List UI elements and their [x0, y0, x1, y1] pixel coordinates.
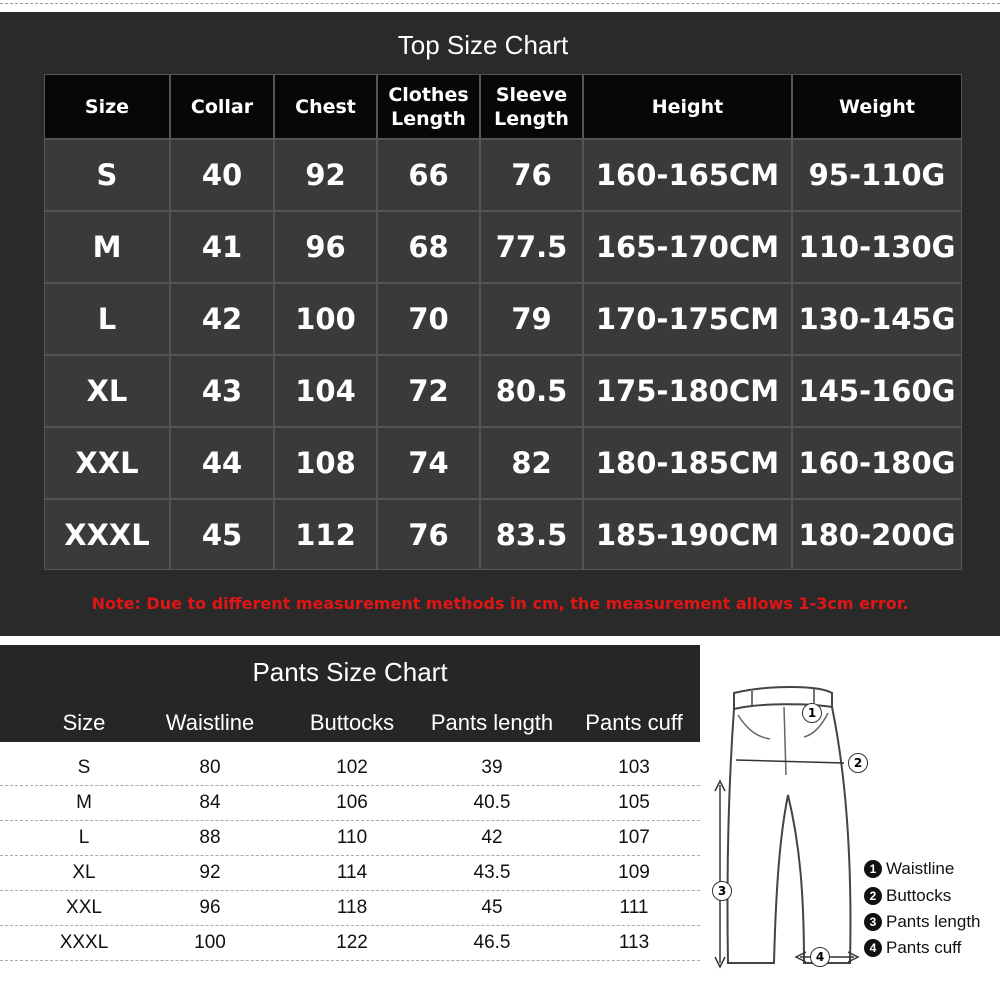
top-table-header-cell: Height: [584, 75, 791, 138]
pants-table-cell: 45: [481, 897, 503, 918]
pants-table-cell: S: [77, 757, 91, 778]
legend-number-icon: 1: [864, 860, 882, 878]
pants-table-cell: L: [78, 827, 90, 848]
top-table-cell: 185-190CM: [584, 500, 791, 569]
pants-table-row: [0, 785, 700, 821]
pants-table-cell: 102: [336, 757, 368, 778]
top-table-cell: 79: [481, 284, 582, 354]
pants-table-cell: 96: [199, 897, 221, 918]
top-table-cell: XXL: [45, 428, 169, 498]
pants-table-cell: XXL: [66, 897, 102, 918]
top-table-cell: 130-145G: [793, 284, 961, 354]
legend-pants-cuff: [864, 938, 961, 958]
top-table-cell: XXXL: [45, 500, 169, 569]
pants-table-cell: 113: [618, 932, 650, 953]
pants-header-cell: Pants cuff: [585, 710, 683, 735]
legend-label: Waistline: [886, 859, 955, 878]
pants-chart-title: Pants Size Chart: [252, 657, 448, 687]
top-table-cell: 44: [171, 428, 273, 498]
pants-table-cell: 46.5: [473, 932, 511, 953]
top-table-cell: 72: [378, 356, 479, 426]
pants-table-cell: XL: [72, 862, 96, 883]
measurement-note: Note: Due to different measurement methods in cm, the measurement allows 1-3cm error.: [91, 594, 909, 613]
top-table-cell: 100: [275, 284, 376, 354]
marker-1-icon: 1: [802, 703, 822, 723]
pants-header-cell: Buttocks: [309, 710, 395, 735]
top-table-cell: 104: [275, 356, 376, 426]
top-table-cell: 76: [378, 500, 479, 569]
top-table-cell: 70: [378, 284, 479, 354]
pants-table-row: [0, 890, 700, 926]
legend-number-icon: 3: [864, 913, 882, 931]
top-table-cell: 180-200G: [793, 500, 961, 569]
top-table-cell: 74: [378, 428, 479, 498]
pants-table-row: [0, 855, 700, 891]
pants-header-cell: Waistline: [165, 710, 255, 735]
top-table-header-cell: Collar: [171, 75, 273, 138]
pants-table-row: [0, 750, 700, 786]
top-table-header-cell: Weight: [793, 75, 961, 138]
legend-pants-length: [864, 912, 981, 932]
pants-table-row: [0, 820, 700, 856]
top-table-header-cell: Sleeve Length: [481, 75, 582, 138]
marker-4-icon: 4: [810, 947, 830, 967]
top-table-cell: 175-180CM: [584, 356, 791, 426]
top-table-cell: 165-170CM: [584, 212, 791, 282]
top-table-cell: XL: [45, 356, 169, 426]
top-table-cell: 92: [275, 140, 376, 210]
top-table-cell: 83.5: [481, 500, 582, 569]
pants-table-cell: 39: [481, 757, 503, 778]
pants-table-cell: 80: [199, 757, 221, 778]
top-table-cell: 41: [171, 212, 273, 282]
top-table-cell: 45: [171, 500, 273, 569]
top-table-cell: 95-110G: [793, 140, 961, 210]
pants-table-cell: 43.5: [473, 862, 511, 883]
pants-header-cell: Pants length: [430, 710, 554, 735]
pants-table-cell: XXXL: [59, 932, 109, 953]
top-table-cell: M: [45, 212, 169, 282]
marker-3-icon: 3: [712, 881, 732, 901]
pants-table-cell: 92: [199, 862, 221, 883]
pants-table-cell: 107: [618, 827, 650, 848]
legend-buttocks: [864, 886, 951, 906]
top-table-cell: 160-180G: [793, 428, 961, 498]
legend-waistline: [864, 859, 954, 879]
pants-table-cell: 40.5: [473, 792, 511, 813]
pants-table-cell: 42: [481, 827, 503, 848]
top-chart-title: Top Size Chart: [397, 30, 569, 60]
top-table-cell: 160-165CM: [584, 140, 791, 210]
top-table-cell: 145-160G: [793, 356, 961, 426]
top-table-cell: 77.5: [481, 212, 582, 282]
top-table-cell: 110-130G: [793, 212, 961, 282]
pants-table-cell: 100: [194, 932, 226, 953]
pants-table-cell: 118: [336, 897, 368, 918]
pants-table-cell: 106: [336, 792, 368, 813]
pants-header-cell: Size: [62, 710, 106, 735]
top-table-cell: 180-185CM: [584, 428, 791, 498]
top-table-cell: 108: [275, 428, 376, 498]
pants-table-cell: 114: [336, 862, 368, 883]
pants-table-cell: 84: [199, 792, 221, 813]
pants-table-cell: 88: [199, 827, 221, 848]
top-table-cell: 96: [275, 212, 376, 282]
top-table-cell: 76: [481, 140, 582, 210]
top-table-header-cell: Clothes Length: [378, 75, 479, 138]
top-dashed-border: [0, 3, 1000, 4]
pants-table-cell: 110: [336, 827, 368, 848]
top-table-cell: 82: [481, 428, 582, 498]
legend-label: Pants cuff: [886, 938, 962, 957]
legend-number-icon: 2: [864, 887, 882, 905]
top-table-header-cell: Chest: [275, 75, 376, 138]
top-table-cell: 170-175CM: [584, 284, 791, 354]
pants-table-row: [0, 925, 700, 961]
pants-table-cell: 105: [618, 792, 650, 813]
legend-label: Buttocks: [886, 886, 952, 905]
top-table-cell: 68: [378, 212, 479, 282]
pants-table-cell: 111: [619, 897, 649, 918]
top-table-cell: 80.5: [481, 356, 582, 426]
marker-2-icon: 2: [848, 753, 868, 773]
pants-table-cell: M: [76, 792, 92, 813]
top-table-cell: 66: [378, 140, 479, 210]
top-size-table: [44, 74, 962, 570]
top-table-cell: 42: [171, 284, 273, 354]
top-table-cell: 112: [275, 500, 376, 569]
top-table-cell: S: [45, 140, 169, 210]
pants-table-cell: 122: [336, 932, 368, 953]
top-table-cell: 43: [171, 356, 273, 426]
legend-label: Pants length: [886, 912, 981, 931]
pants-table-cell: 109: [618, 862, 650, 883]
pants-table-cell: 103: [618, 757, 650, 778]
top-table-cell: L: [45, 284, 169, 354]
top-table-header-cell: Size: [45, 75, 169, 138]
top-table-cell: 40: [171, 140, 273, 210]
legend-number-icon: 4: [864, 939, 882, 957]
